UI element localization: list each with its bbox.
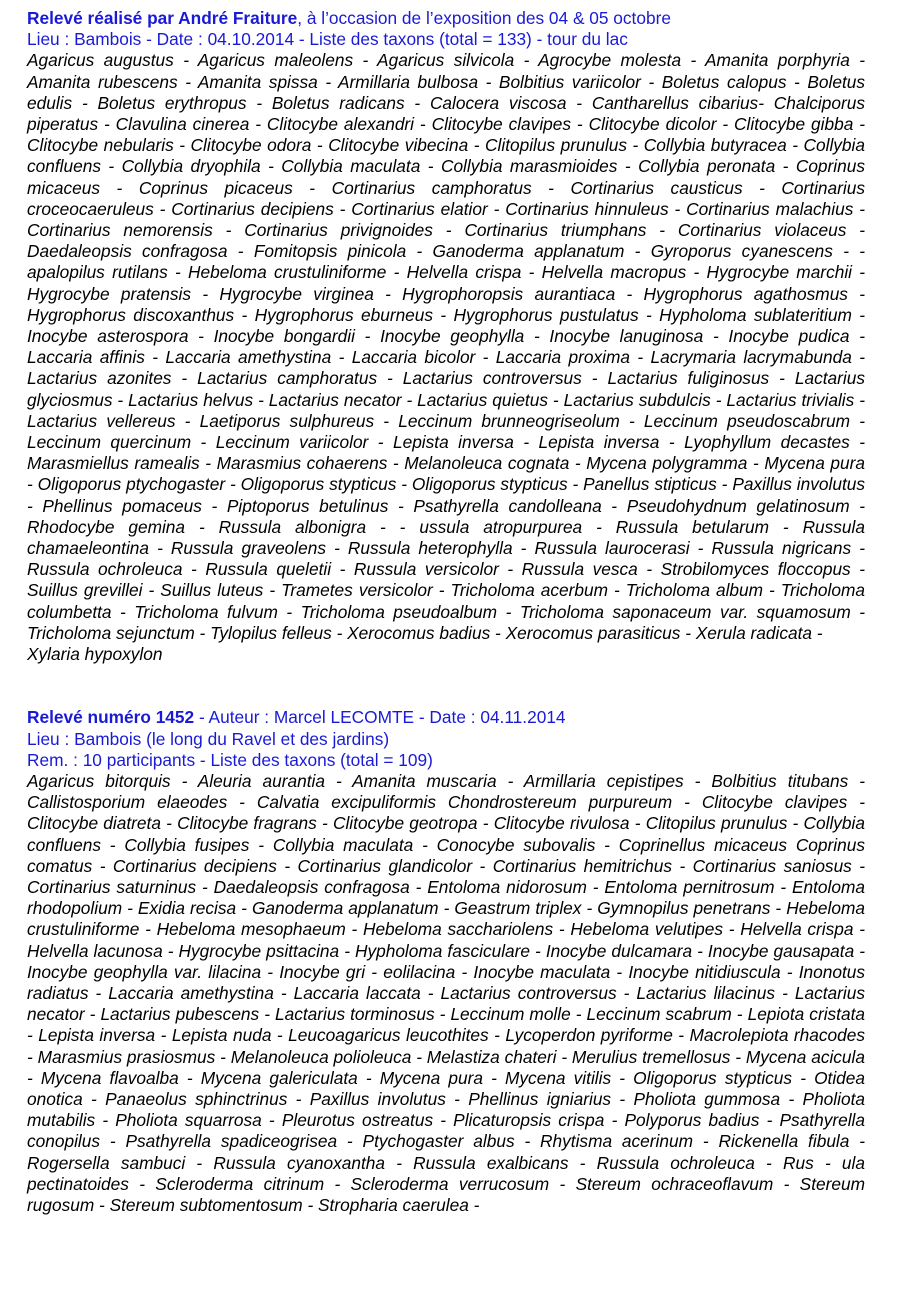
section-spacer [27, 665, 865, 707]
record-fraiture [27, 8, 865, 665]
record-subtitle: , à l’occasion de l’exposition des 04 & 05 octobre [297, 8, 671, 28]
document-page [27, 8, 865, 1216]
record-header [27, 8, 865, 29]
record-1452 [27, 707, 865, 1216]
taxa-list-last: Xylaria hypoxylon [27, 644, 163, 665]
record-remark-line: Rem. : 10 participants - Liste des taxons (total = 109) [27, 749, 433, 770]
record-location-line: Lieu : Bambois (le long du Ravel et des jardins) [27, 728, 390, 749]
taxa-list: Agaricus augustus - Agaricus maleolens - Agaricus silvicola - Agrocybe molesta - Amanita porphyria - Amanita rubescens - Amanita spissa - Armillaria bulbosa - Bolbitius variicolor - Boletus calopus - Boletus edulis - Boletus erythropus - Boletus radicans - Calocera viscosa - Cantharellus cibarius- Chalciporus piperatus - Clavulina cinerea - Clitocybe alexandri - Clitocybe clavipes - Clitocybe dicolor - Clitocybe gibba - Clitocybe nebularis - Clitocybe odora - Clitocybe vibecina - Clitopilus prunulus - Collybia butyracea - Collybia confluens - Collybia dryophila - Collybia maculata - Collybia marasmioides - Collybia peronata - Coprinus micaceus - Coprinus picaceus - Cortinarius camphoratus - Cortinarius causticus - Cortinarius croceocaeruleus - Cortinarius decipiens - Cortinarius elatior - Cortinarius hinnuleus - Cortinarius malachius - Cortinarius nemorensis - Cortinarius privignoides - Cortinarius triumphans - Cortinarius violaceus - Daedaleopsis confragosa - Fomitopsis pinicola - Ganoderma applanatum - Gyroporus cyanescens - - apalopilus rutilans - Hebeloma crustuliniforme - Helvella crispa - Helvella macropus - Hygrocybe marchii - Hygrocybe pratensis - Hygrocybe virginea - Hygrophoropsis aurantiaca - Hygrophorus agathosmus - Hygrophorus discoxanthus - Hygrophorus eburneus - Hygrophorus pustulatus - Hypholoma sublateritium - Inocybe asterospora - Inocybe bongardii - Inocybe geophylla - Inocybe lanuginosa - Inocybe pudica - Laccaria affinis - Laccaria amethystina - Laccaria bicolor - Laccaria proxima - Lacrymaria lacrymabunda - Lactarius azonites - Lactarius camphoratus - Lactarius controversus - Lactarius fuliginosus - Lactarius glyciosmus - Lactarius helvus - Lactarius necator - Lactarius quietus - Lactarius subdulcis - Lactarius trivialis - Lactarius vellereus - Laetiporus sulphureus - Leccinum brunneogriseolum - Leccinum pseudoscabrum - Leccinum quercinum - Leccinum variicolor - Lepista inversa - Lepista inversa - Lyophyllum decastes - Marasmiellus ramealis - Marasmius cohaerens - Melanoleuca cognata - Mycena polygramma - Mycena pura - Oligoporus ptychogaster - Oligoporus stypticus - Oligoporus stypticus - Panellus stipticus - Paxillus involutus - Phellinus pomaceus - Piptoporus betulinus - Psathyrella candolleana - Pseudohydnum gelatinosum - Rhodocybe gemina - Russula albonigra - - ussula atropurpurea - Russula betularum - Russula chamaeleontina - Russula graveolens - Russula heterophylla - Russula laurocerasi - Russula nigricans - Russula ochroleuca - Russula queletii - Russula versicolor - Russula vesca - Strobilomyces floccopus - Suillus grevillei - Suillus luteus - Trametes versicolor - Tricholoma acerbum - Tricholoma album - Tricholoma columbetta - Tricholoma fulvum - Tricholoma pseudoalbum - Tricholoma saponaceum var. squamosum - Tricholoma sejunctum - Tylopilus felleus - Xerocomus badius - Xerocomus parasiticus - Xerula radicata - [27, 50, 865, 643]
record-location-line: Lieu : Bambois - Date : 04.10.2014 - Liste des taxons (total = 133) - tour du lac [27, 29, 628, 50]
record-subtitle: - Auteur : Marcel LECOMTE - Date : 04.11.2014 [194, 707, 566, 728]
taxa-list: Agaricus bitorquis - Aleuria aurantia - Amanita muscaria - Armillaria cepistipes - Bolbitius titubans - Callistosporium elaeodes - Calvatia excipuliformis Chondrostereum purpureum - Clitocybe clavipes - Clitocybe diatreta - Clitocybe fragrans - Clitocybe geotropa - Clitocybe rivulosa - Clitopilus prunulus - Collybia confluens - Collybia fusipes - Collybia maculata - Conocybe subovalis - Coprinellus micaceus Coprinus comatus - Cortinarius decipiens - Cortinarius glandicolor - Cortinarius hemitrichus - Cortinarius saniosus - Cortinarius saturninus - Daedaleopsis confragosa - Entoloma nidorosum - Entoloma pernitrosum - Entoloma rhodopolium - Exidia recisa - Ganoderma applanatum - Geastrum triplex - Gymnopilus penetrans - Hebeloma crustuliniforme - Hebeloma mesophaeum - Hebeloma sacchariolens - Hebeloma velutipes - Helvella crispa - Helvella lacunosa - Hygrocybe psittacina - Hypholoma fasciculare - Inocybe dulcamara - Inocybe gausapata - Inocybe geophylla var. lilacina - Inocybe gri - eolilacina - Inocybe maculata - Inocybe nitidiuscula - Inonotus radiatus - Laccaria amethystina - Laccaria laccata - Lactarius controversus - Lactarius lilacinus - Lactarius necator - Lactarius pubescens - Lactarius torminosus - Leccinum molle - Leccinum scabrum - Lepiota cristata - Lepista inversa - Lepista nuda - Leucoagaricus leucothites - Lycoperdon pyriforme - Macrolepiota rhacodes - Marasmius prasiosmus - Melanoleuca polioleuca - Melastiza chateri - Merulius tremellosus - Mycena acicula - Mycena flavoalba - Mycena galericulata - Mycena pura - Mycena vitilis - Oligoporus stypticus - Otidea onotica - Panaeolus sphinctrinus - Paxillus involutus - Phellinus igniarius - Pholiota gummosa - Pholiota mutabilis - Pholiota squarrosa - Pleurotus ostreatus - Plicaturopsis crispa - Polyporus badius - Psathyrella conopilus - Psathyrella spadiceogrisea - Ptychogaster albus - Rhytisma acerinum - Rickenella fibula - Rogersella sambuci - Russula cyanoxantha - Russula exalbicans - Russula ochroleuca - Rus - ula pectinatoides - Scleroderma citrinum - Scleroderma verrucosum - Stereum ochraceoflavum - Stereum rugosum - Stereum subtomentosum - Stropharia caerulea - [27, 770, 865, 1215]
record-title: Relevé réalisé par André Fraiture [27, 8, 298, 28]
record-title: Relevé numéro 1452 [27, 707, 195, 728]
record-header [27, 707, 865, 728]
